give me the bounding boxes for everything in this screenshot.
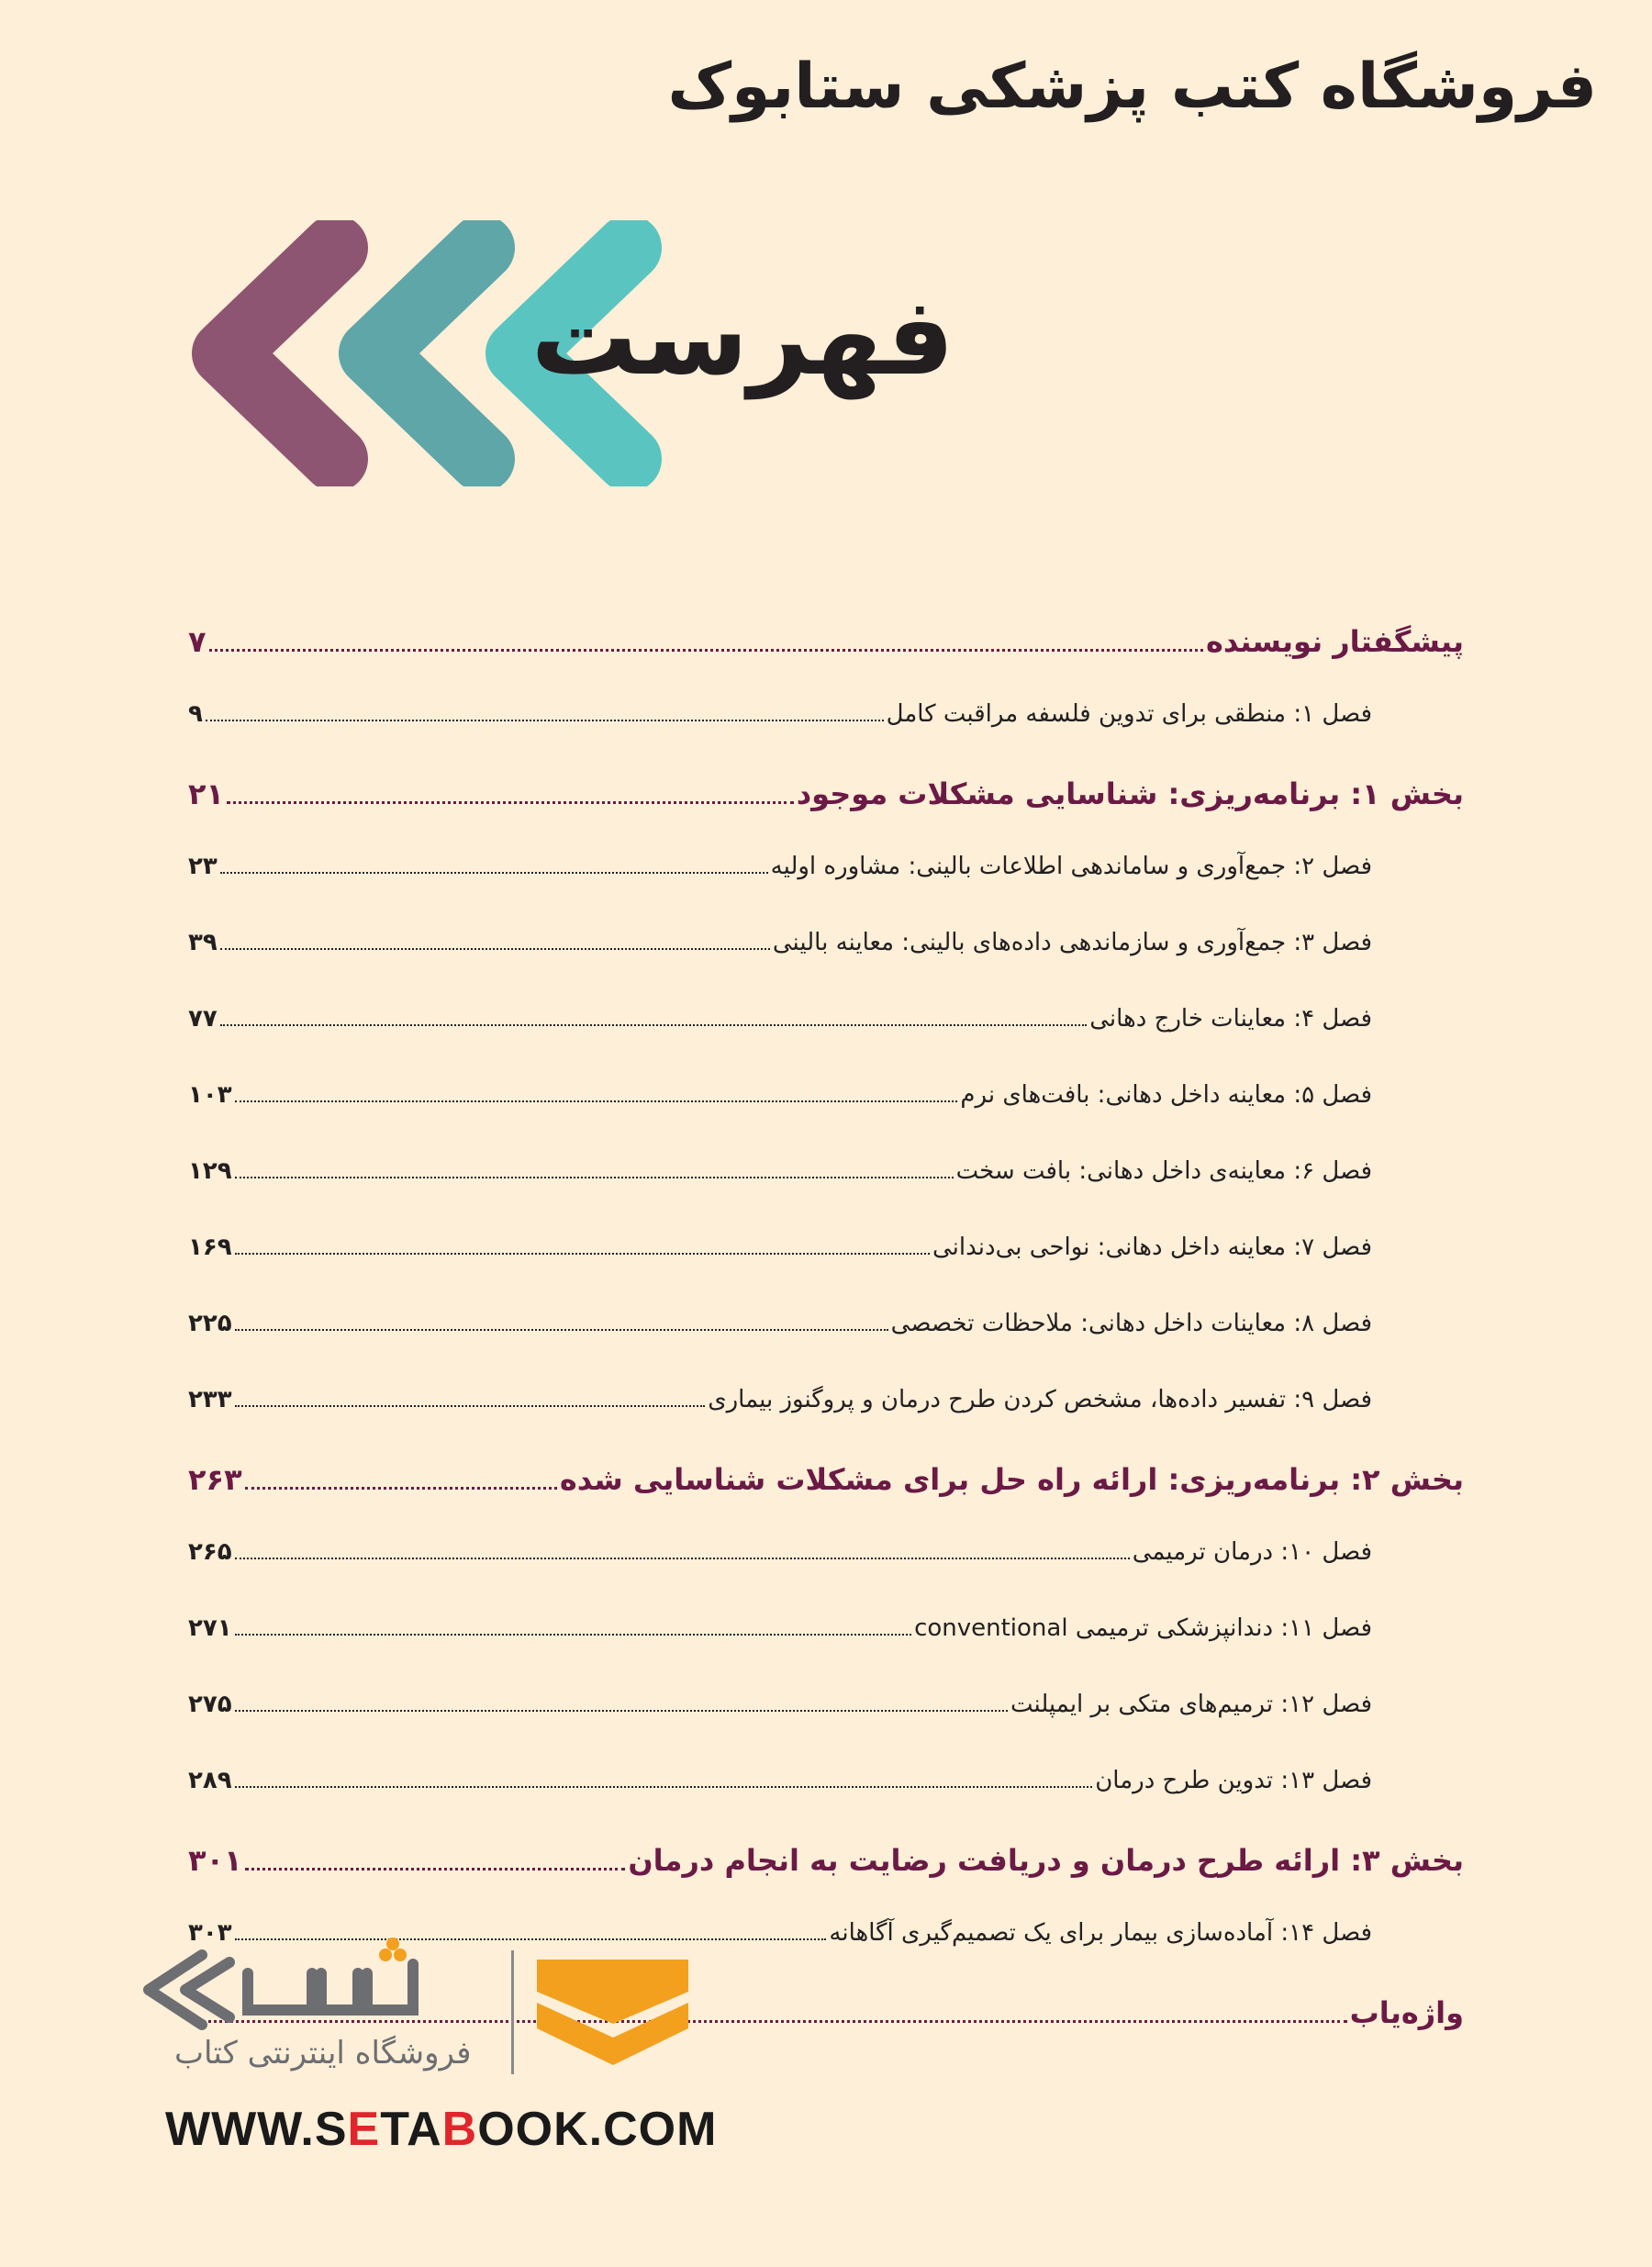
dot-leader	[235, 1253, 930, 1255]
toc-entry-page: ۱۲۹	[188, 1157, 232, 1185]
toc-entry-title: فصل ۱۲: ترمیم‌های متکی بر ایمپلنت	[1010, 1691, 1372, 1718]
toc-chapter-row[interactable]	[188, 1368, 1464, 1444]
toc-entry-page: ۱۶۹	[188, 1234, 232, 1261]
toc-entry-title: فصل ۹: تفسیر داده‌ها، مشخص کردن طرح درمان و پروگنوز بیماری	[708, 1386, 1372, 1413]
toc-chapter-row[interactable]	[188, 682, 1464, 758]
dot-leader	[245, 1868, 626, 1871]
logo-letterforms	[248, 1964, 413, 2010]
toc-chapter-row[interactable]	[188, 1063, 1464, 1139]
dot-leader	[245, 1487, 557, 1490]
toc-heading: فهرست	[530, 275, 954, 399]
toc-entry-page: ۲۷۵	[188, 1691, 232, 1718]
toc-entry-page: ۲۳	[188, 853, 218, 880]
dot-leader	[220, 1024, 1087, 1026]
dot-leader	[206, 720, 884, 721]
toc-entry-page: ۲۸۹	[188, 1767, 232, 1794]
toc-part-row[interactable]	[188, 1444, 1464, 1520]
dot-leader	[209, 649, 1203, 652]
toc-part-row[interactable]	[188, 1825, 1464, 1901]
toc-entry-title: بخش ۲: برنامه‌ریزی: ارائه راه حل برای مشکلات شناسایی شده	[559, 1462, 1464, 1497]
toc-chapter-row[interactable]	[188, 1748, 1464, 1825]
toc-chapter-row[interactable]	[188, 910, 1464, 987]
dot-leader	[235, 1786, 1093, 1788]
store-url[interactable]: WWW.SETABOOK.COM	[165, 2103, 718, 2156]
dot-leader	[235, 1558, 1130, 1559]
toc-part-row[interactable]	[188, 758, 1464, 834]
store-title: فروشگاه کتب پزشکی ستابوک	[667, 50, 1597, 123]
toc-entry-page: ۲۷۱	[188, 1614, 232, 1642]
toc-chapter-row[interactable]	[188, 834, 1464, 910]
toc-entry-title: واژه‌یاب	[1349, 1995, 1464, 2030]
dot-leader	[220, 948, 770, 950]
dot-leader	[235, 1634, 911, 1636]
toc-entry-page: ۲۲۵	[188, 1310, 232, 1337]
toc-entry-title: فصل ۷: معاینه داخل دهانی: نواحی بی‌دندانی	[932, 1234, 1372, 1261]
dot-leader	[220, 872, 768, 874]
toc-entry-page: ۱۰۳	[188, 1081, 232, 1109]
toc-chapter-row[interactable]	[188, 1215, 1464, 1291]
toc-chapter-row[interactable]	[188, 1672, 1464, 1748]
toc-entry-page: ۳۰۱	[188, 1843, 242, 1878]
toc-chapter-row[interactable]	[188, 1139, 1464, 1215]
toc-entry-title: فصل ۶: معاینه‌ی داخل دهانی: بافت سخت	[955, 1157, 1372, 1185]
toc-entry-title: پیشگفتار نویسنده	[1205, 624, 1464, 659]
logo-chevron-inner	[185, 1962, 229, 2017]
toc-entry-title: فصل ۲: جمع‌آوری و ساماندهی اطلاعات بالینی: مشاوره اولیه	[770, 853, 1372, 880]
dot-leader	[235, 1405, 706, 1407]
toc-entry-page: ۲۶۳	[188, 1462, 242, 1497]
toc-entry-title: فصل ۱: منطقی برای تدوین فلسفه مراقبت کامل	[886, 700, 1372, 728]
toc-entry-title: فصل ۱۳: تدوین طرح درمان	[1095, 1767, 1372, 1794]
toc-entry-title: فصل ۴: معاینات خارج دهانی	[1089, 1005, 1372, 1033]
toc-entry-page: ۷۷	[188, 1005, 218, 1033]
toc-entry-page: ۲۱	[188, 776, 225, 811]
toc-entry-title: فصل ۱۴: آماده‌سازی بیمار برای یک تصمیم‌گیری آگاهانه	[829, 1919, 1372, 1947]
dot-leader	[235, 1100, 958, 1102]
toc-entry-page: ۹	[188, 700, 203, 728]
table-of-contents	[188, 606, 1464, 2053]
dot-leader	[227, 801, 794, 804]
toc-part-row[interactable]	[188, 606, 1464, 682]
toc-chapter-row[interactable]	[188, 1596, 1464, 1672]
dot-leader	[235, 1177, 954, 1178]
logo-divider	[511, 1950, 514, 2074]
toc-chapter-row[interactable]	[188, 987, 1464, 1063]
toc-entry-title: بخش ۳: ارائه طرح درمان و دریافت رضایت به انجام درمان	[628, 1843, 1464, 1878]
logo-tagline: فروشگاه اینترنتی کتاب	[174, 2035, 472, 2072]
toc-entry-page: ۲۶۵	[188, 1538, 232, 1566]
chevron-teal	[372, 248, 482, 459]
toc-entry-title: فصل ۱۱: دندانپزشکی ترمیمی conventional	[914, 1614, 1372, 1642]
chevron-purple	[225, 248, 335, 459]
toc-entry-title: فصل ۱۰: درمان ترمیمی	[1132, 1538, 1372, 1566]
toc-entry-title: فصل ۳: جمع‌آوری و سازماندهی داده‌های بالینی: معاینه بالینی	[772, 929, 1372, 956]
toc-entry-page: ۷	[188, 624, 206, 659]
toc-entry-title: فصل ۸: معاینات داخل دهانی: ملاحظات تخصصی	[890, 1310, 1372, 1337]
dot-leader	[235, 1329, 888, 1331]
toc-entry-title: فصل ۵: معاینه داخل دهانی: بافت‌های نرم	[960, 1081, 1372, 1109]
toc-chapter-row[interactable]	[188, 1291, 1464, 1368]
toc-entry-title: بخش ۱: برنامه‌ریزی: شناسایی مشکلات موجود	[796, 776, 1464, 811]
toc-chapter-row[interactable]	[188, 1520, 1464, 1596]
dot-leader	[235, 1710, 1008, 1712]
toc-entry-page: ۳۹	[188, 929, 218, 956]
toc-entry-page: ۲۳۳	[188, 1386, 232, 1413]
toc-entry-page: ۳۰۳	[188, 1919, 232, 1947]
